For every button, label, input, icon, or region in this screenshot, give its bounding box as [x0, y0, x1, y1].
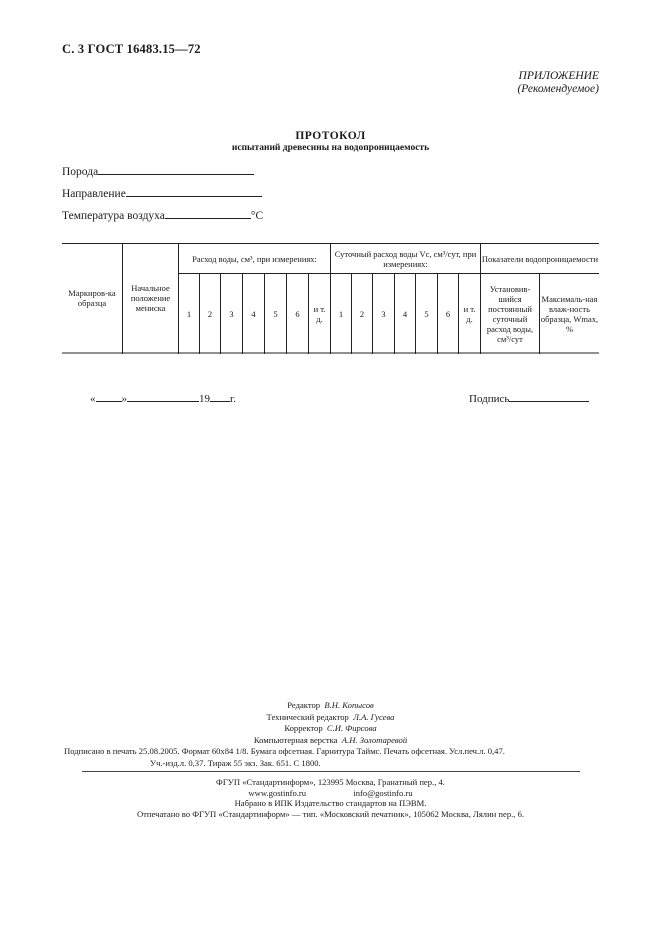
signature-blank — [509, 391, 589, 402]
imprint-tech-editor: Технический редактор Л.А. Гусева — [266, 711, 395, 722]
header-initial-meniscus: Начальное положение мениска — [130, 283, 171, 313]
print-details-line-1: Подписано в печать 25.08.2005. Формат 60х84 1/8. Бумага офсетная. Гарнитура Таймс. Печать офсетная. Усл.печ.л. 0,47. — [64, 746, 505, 756]
header-daily-flow: Суточный расход воды Vc, см³/сут, при измерениях: — [334, 249, 477, 269]
field-direction — [62, 186, 262, 200]
publisher-printer: Отпечатано во ФГУП «Стандартинформ» — тип. «Московский печатник», 105062 Москва, Лялин пер., 6. — [136, 808, 525, 819]
field-air-temp-blank — [165, 208, 251, 219]
publisher-typeset: Набрано в ИПК Издательство стандартов на ПЭВМ. — [234, 798, 427, 808]
flow-col-2: 2 — [207, 308, 213, 319]
publisher-block — [0, 777, 661, 819]
field-air-temp-unit: °С — [250, 210, 264, 222]
daily-col-3: 3 — [381, 308, 386, 319]
header-steady-daily-flow: Установив-шийся постоянный суточный расход воды, см³/сут — [486, 283, 534, 344]
appendix-label — [517, 70, 599, 96]
page-header: С. 3 ГОСТ 16483.15—72 — [62, 42, 201, 56]
protocol-title — [0, 130, 661, 153]
protocol-subheading: испытаний древесины на водопроницаемость — [231, 143, 430, 153]
imprint-divider — [82, 771, 580, 772]
publisher-web: www.gostinfo.ru info@gostinfo.ru — [248, 787, 413, 798]
daily-col-1: 1 — [338, 308, 344, 319]
date-quote-open: « — [90, 393, 96, 405]
field-species-label: Порода — [62, 166, 99, 178]
imprint-layout: Компьютерная верстка А.Н. Золотаревой — [253, 734, 408, 745]
daily-col-5: 5 — [424, 308, 429, 319]
flow-col-3: 3 — [229, 308, 234, 319]
date-line — [90, 391, 236, 405]
daily-col-2: 2 — [359, 308, 365, 319]
daily-col-6: 6 — [445, 308, 451, 319]
date-year-blank — [210, 391, 230, 402]
date-day-blank — [96, 391, 122, 402]
appendix-title: ПРИЛОЖЕНИЕ — [518, 70, 599, 82]
flow-col-6: 6 — [295, 308, 300, 319]
field-direction-blank — [126, 186, 262, 197]
signature-line — [469, 391, 589, 405]
publisher-address: ФГУП «Стандартинформ», 123995 Москва, Гранатный пер., 4. — [216, 777, 445, 787]
protocol-table — [62, 243, 599, 354]
protocol-heading: ПРОТОКОЛ — [295, 130, 366, 142]
imprint-corrector: Корректор С.И. Фирсова — [284, 723, 377, 733]
appendix-subtitle: (Рекомендуемое) — [517, 83, 599, 95]
header-marking: Маркиров-ка образца — [68, 288, 116, 308]
field-air-temp — [62, 208, 263, 222]
date-year-prefix: 19 — [199, 393, 210, 405]
flow-col-5: 5 — [273, 308, 278, 319]
field-air-temp-label: Температура воздуха — [62, 210, 165, 222]
daily-col-etc: и т. д. — [463, 303, 476, 324]
field-direction-label: Направление — [62, 188, 126, 200]
flow-col-4: 4 — [251, 308, 256, 319]
imprint-block — [0, 700, 661, 746]
field-species-blank — [98, 164, 254, 175]
date-month-blank — [127, 391, 199, 402]
date-year-suffix: г. — [230, 393, 237, 405]
flow-col-1: 1 — [186, 308, 192, 319]
flow-col-etc: и т. д. — [313, 303, 326, 324]
imprint-editor: Редактор В.Н. Копысов — [287, 700, 374, 710]
header-water-flow: Расход воды, см³, при измерениях: — [192, 254, 317, 264]
field-species — [62, 164, 254, 178]
print-details-line-2: Уч.-изд.л. 0,37. Тираж 55 экз. Зак. 651. С 1800. — [150, 758, 321, 768]
header-max-moisture: Максималь-ная влаж-ность образца, Wmax, % — [540, 293, 599, 334]
date-quote-close: » — [121, 393, 127, 405]
signature-label: Подпись — [469, 393, 510, 405]
daily-col-4: 4 — [402, 308, 408, 319]
header-indicators: Показатели водопроницаемости — [481, 254, 599, 264]
